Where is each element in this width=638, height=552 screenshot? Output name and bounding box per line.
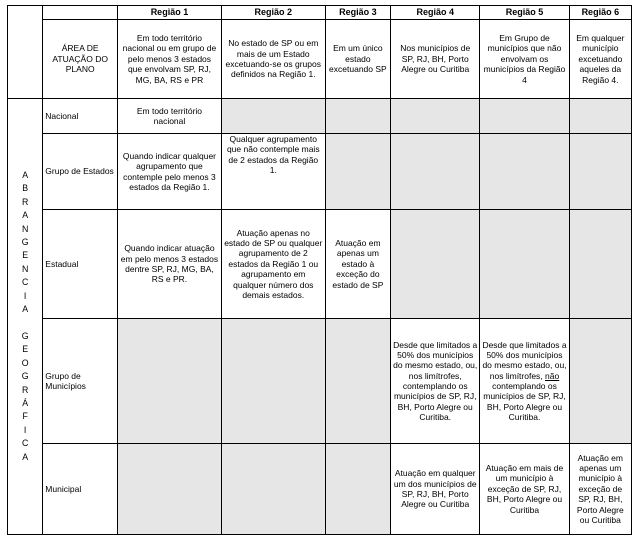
cell-grupo-estados-r5 xyxy=(480,134,569,210)
area-region-3: Em um único estado excetuando SP xyxy=(325,20,390,99)
cell-municipal-r5: Atuação em mais de um município à exceção de SP, RJ, BH, Porto Alegre ou Curitiba xyxy=(480,444,569,535)
cell-nacional-r2 xyxy=(221,99,325,134)
area-region-6: Em qualquer município excetuando aqueles da Região 4. xyxy=(569,20,631,99)
cell-nacional-r3 xyxy=(325,99,390,134)
row-label-grupo-estados: Grupo de Estados xyxy=(43,134,118,210)
cell-estadual-r5 xyxy=(480,210,569,319)
row-estadual xyxy=(8,210,632,319)
cell-nacional-r6 xyxy=(569,99,631,134)
row-label-municipal: Municipal xyxy=(43,444,118,535)
cell-estadual-r3: Atuação em apenas um estado à exceção do estado de SP xyxy=(325,210,390,319)
cell-nacional-r1: Em todo território nacional xyxy=(118,99,222,134)
cell-municipal-r3 xyxy=(325,444,390,535)
area-region-2: No estado de SP ou em mais de um Estado excetuando-se os grupos definidos na Região 1. xyxy=(221,20,325,99)
area-label: ÁREA DE ATUAÇÃO DO PLANO xyxy=(43,20,118,99)
region-coverage-table xyxy=(7,5,632,535)
area-row xyxy=(8,20,632,99)
header-region-4: Região 4 xyxy=(391,6,480,20)
cell-grupo-estados-r3 xyxy=(325,134,390,210)
cell-grupo-estados-r6 xyxy=(569,134,631,210)
cell-grupo-estados-r1: Quando indicar qualquer agrupamento que contemple pelo menos 3 estados da Região 1. xyxy=(118,134,222,210)
underlined-nao: não xyxy=(545,370,560,381)
cell-grupo-municipios-r5: Desde que limitados a 50% dos municípios do mesmo estado, ou, nos limítrofes, não contemplando os municípios de SP, RJ, BH, Porto Alegre ou Curitiba. xyxy=(480,319,569,444)
cell-grupo-municipios-r3 xyxy=(325,319,390,444)
cell-estadual-r2: Atuação apenas no estado de SP ou qualquer agrupamento de 2 estados da Região 1 ou agrupamento em qualquer número dos demais estados. xyxy=(221,210,325,319)
cell-estadual-r4 xyxy=(391,210,480,319)
header-region-2: Região 2 xyxy=(221,6,325,20)
cell-grupo-municipios-r1 xyxy=(118,319,222,444)
corner-cell-2 xyxy=(43,6,118,20)
row-grupo-estados xyxy=(8,134,632,210)
cell-grupo-estados-r4 xyxy=(391,134,480,210)
row-label-grupo-municipios: Grupo de Municípios xyxy=(43,319,118,444)
cell-grupo-estados-r2: Qualquer agrupamento que não contemple mais de 2 estados da Região 1. xyxy=(221,134,325,210)
header-region-1: Região 1 xyxy=(118,6,222,20)
cell-municipal-r1 xyxy=(118,444,222,535)
cell-estadual-r1: Quando indicar atuação em pelo menos 3 estados dentre SP, RJ, MG, BA, RS e PR. xyxy=(118,210,222,319)
cell-municipal-r2 xyxy=(221,444,325,535)
corner-cell xyxy=(8,6,43,99)
side-label xyxy=(8,99,43,535)
row-label-nacional: Nacional xyxy=(43,99,118,134)
side-letters-abrangencia: A B R A N G E N C I A G E O G R Á F I C A xyxy=(21,170,29,462)
cell-nacional-r5 xyxy=(480,99,569,134)
row-nacional xyxy=(8,99,632,134)
cell-nacional-r4 xyxy=(391,99,480,134)
cell-grupo-municipios-r4: Desde que limitados a 50% dos municípios do mesmo estado, ou, nos limítrofes, contemplando os municípios de SP, RJ, BH, Porto Alegre ou Curitiba. xyxy=(391,319,480,444)
row-grupo-municipios xyxy=(8,319,632,444)
row-label-estadual: Estadual xyxy=(43,210,118,319)
cell-municipal-r4: Atuação em qualquer um dos municípios de SP, RJ, BH, Porto Alegre ou Curitiba xyxy=(391,444,480,535)
row-municipal xyxy=(8,444,632,535)
header-region-5: Região 5 xyxy=(480,6,569,20)
cell-estadual-r6 xyxy=(569,210,631,319)
cell-municipal-r6: Atuação em apenas um município à exceção de SP, RJ, BH, Porto Alegre ou Curitiba xyxy=(569,444,631,535)
area-region-5: Em Grupo de municípios que não envolvam os municípios da Região 4 xyxy=(480,20,569,99)
header-region-3: Região 3 xyxy=(325,6,390,20)
area-region-4: Nos municípios de SP, RJ, BH, Porto Alegre ou Curitiba xyxy=(391,20,480,99)
area-region-1: Em todo território nacional ou em grupo de pelo menos 3 estados que envolvam SP, RJ, MG, BA, RS e PR xyxy=(118,20,222,99)
cell-grupo-municipios-r2 xyxy=(221,319,325,444)
header-row xyxy=(8,6,632,20)
cell-grupo-municipios-r6 xyxy=(569,319,631,444)
header-region-6: Região 6 xyxy=(569,6,631,20)
